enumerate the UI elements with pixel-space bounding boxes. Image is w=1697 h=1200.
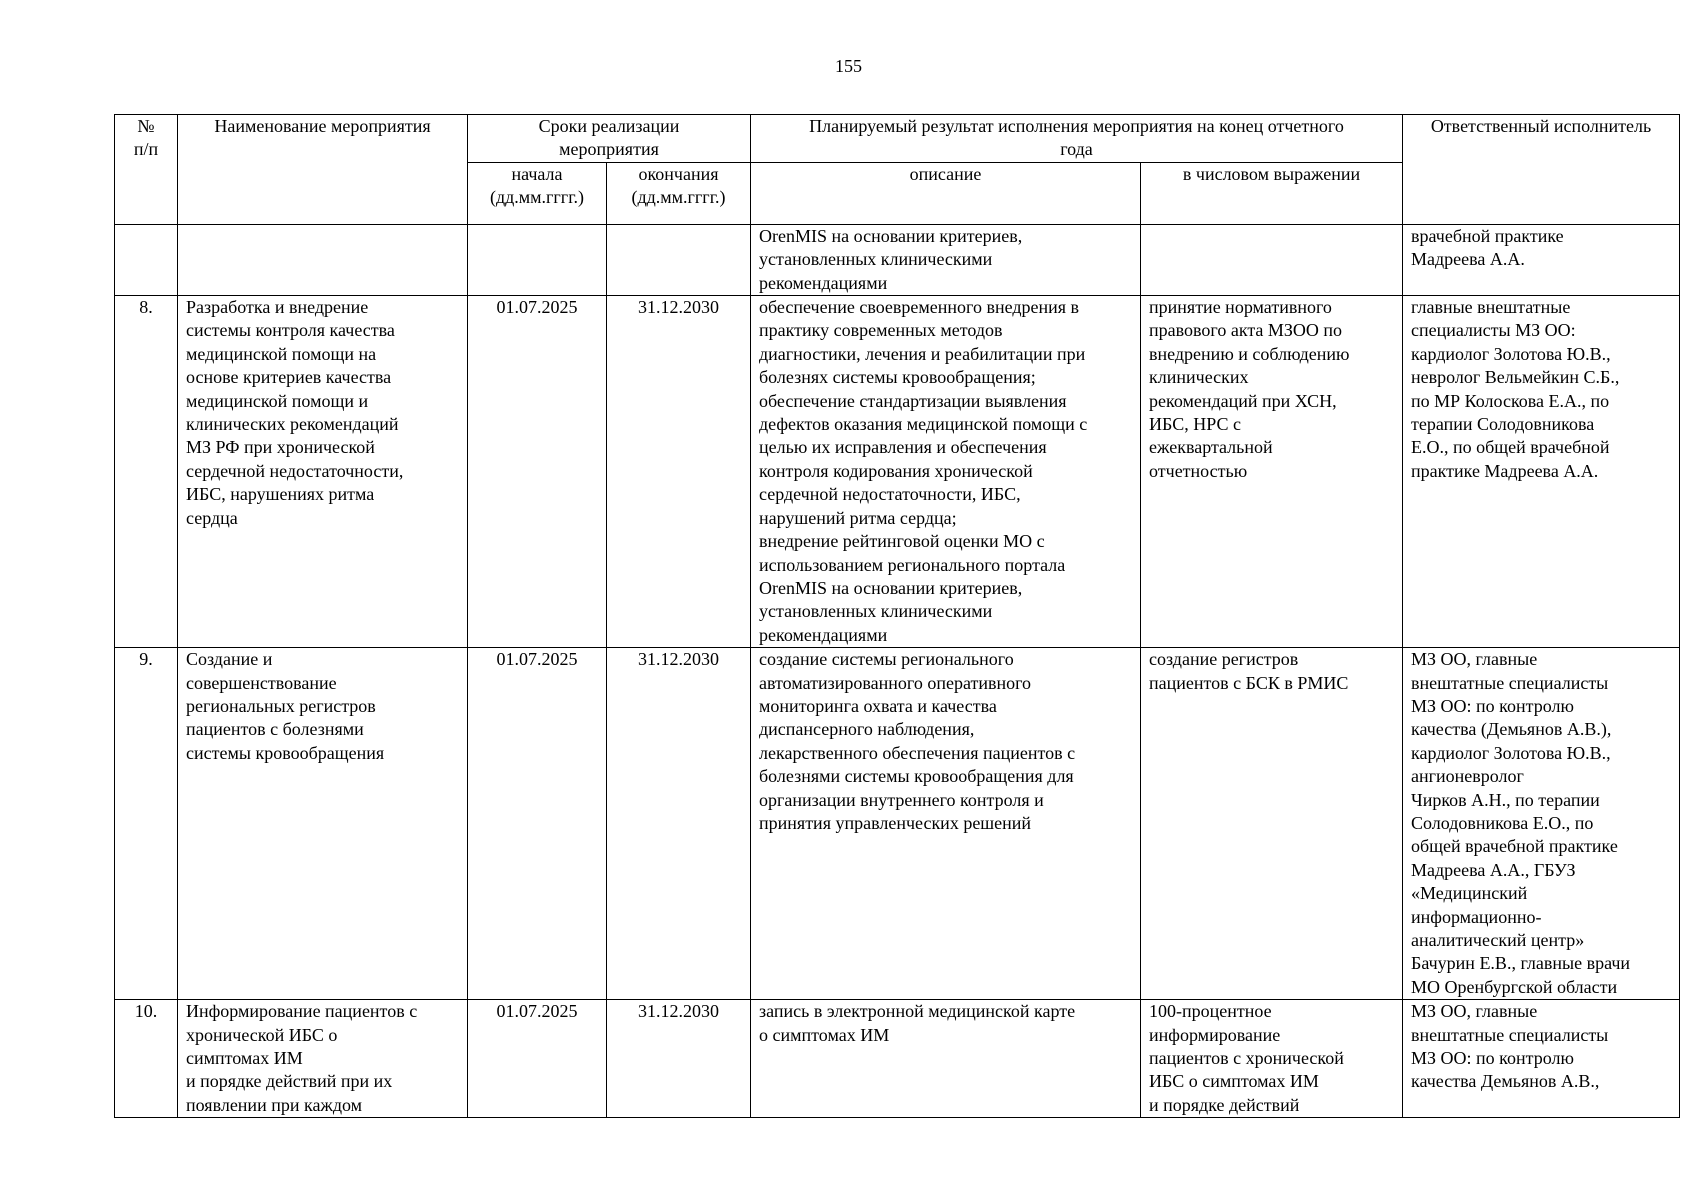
header-row-1 <box>115 115 1680 163</box>
row-responsible: МЗ ОО, главные внештатные специалисты МЗ ОО: по контролю качества Демьянов А.В., <box>1403 1000 1680 1118</box>
row-num: 9. <box>115 648 178 1000</box>
row-num: 10. <box>115 1000 178 1118</box>
header-responsible: Ответственный исполнитель <box>1403 115 1680 225</box>
row-responsible: МЗ ОО, главные внештатные специалисты МЗ ОО: по контролю качества (Демьянов А.В.), кардиолог Золотова Ю.В., ангионевролог Чирков А.Н., по терапии Солодовникова Е.О., по общей врачебной практике Мадреева А.А., ГБУЗ «Медицинский информационно- аналитический центр» Бачурин Е.В., главные врачи МО Оренбургской области <box>1403 648 1680 1000</box>
row-responsible: врачебной практике Мадреева А.А. <box>1403 224 1680 295</box>
row-num <box>115 224 178 295</box>
table-row <box>115 224 1680 295</box>
row-numeric: принятие нормативного правового акта МЗОО по внедрению и соблюдению клинических рекомендаций при ХСН, ИБС, НРС с ежеквартальной отчетностью <box>1141 296 1403 648</box>
row-end-date <box>607 224 751 295</box>
row-numeric <box>1141 224 1403 295</box>
row-start-date <box>468 224 607 295</box>
row-name: Создание и совершенствование региональных регистров пациентов с болезнями системы кровообращения <box>178 648 468 1000</box>
header-result-desc: описание <box>751 162 1141 224</box>
row-responsible: главные внештатные специалисты МЗ ОО: кардиолог Золотова Ю.В., невролог Вельмейкин С.Б., по МР Колоскова Е.А., по терапии Солодовникова Е.О., по общей врачебной практике Мадреева А.А. <box>1403 296 1680 648</box>
header-dates-group: Сроки реализации мероприятия <box>468 115 751 163</box>
row-end-date: 31.12.2030 <box>607 296 751 648</box>
table-row <box>115 648 1680 1000</box>
row-numeric: 100-процентное информирование пациентов с хронической ИБС о симптомах ИМ и порядке действий <box>1141 1000 1403 1118</box>
row-end-date: 31.12.2030 <box>607 648 751 1000</box>
row-name: Разработка и внедрение системы контроля качества медицинской помощи на основе критериев качества медицинской помощи и клинических рекомендаций МЗ РФ при хронической сердечной недостаточности, ИБС, нарушениях ритма сердца <box>178 296 468 648</box>
row-name: Информирование пациентов с хронической ИБС о симптомах ИМ и порядке действий при их появлении при каждом <box>178 1000 468 1118</box>
row-description: обеспечение своевременного внедрения в практику современных методов диагностики, лечения и реабилитации при болезнях системы кровообращения; обеспечение стандартизации выявления дефектов оказания медицинской помощи с целью их исправления и обеспечения контроля кодирования хронической сердечной недостаточности, ИБС, нарушений ритма сердца; внедрение рейтинговой оценки МО с использованием регионального портала OrenMIS на основании критериев, установленных клиническими рекомендациями <box>751 296 1141 648</box>
activities-table <box>114 114 1680 1118</box>
header-start: начала (дд.мм.гггг.) <box>468 162 607 224</box>
row-description: запись в электронной медицинской карте о симптомах ИМ <box>751 1000 1141 1118</box>
row-start-date: 01.07.2025 <box>468 648 607 1000</box>
row-end-date: 31.12.2030 <box>607 1000 751 1118</box>
header-num: № п/п <box>115 115 178 225</box>
header-end: окончания (дд.мм.гггг.) <box>607 162 751 224</box>
page-number: 155 <box>835 56 862 76</box>
row-start-date: 01.07.2025 <box>468 1000 607 1118</box>
row-start-date: 01.07.2025 <box>468 296 607 648</box>
row-numeric: создание регистров пациентов с БСК в РМИС <box>1141 648 1403 1000</box>
header-result-group: Планируемый результат исполнения мероприятия на конец отчетного года <box>751 115 1403 163</box>
row-name <box>178 224 468 295</box>
row-description: OrenMIS на основании критериев, установленных клиническими рекомендациями <box>751 224 1141 295</box>
header-result-num: в числовом выражении <box>1141 162 1403 224</box>
row-description: создание системы регионального автоматизированного оперативного мониторинга охвата и качества диспансерного наблюдения, лекарственного обеспечения пациентов с болезнями системы кровообращения для организации внутреннего контроля и принятия управленческих решений <box>751 648 1141 1000</box>
table-row <box>115 296 1680 648</box>
table-row <box>115 1000 1680 1118</box>
row-num: 8. <box>115 296 178 648</box>
header-name: Наименование мероприятия <box>178 115 468 225</box>
